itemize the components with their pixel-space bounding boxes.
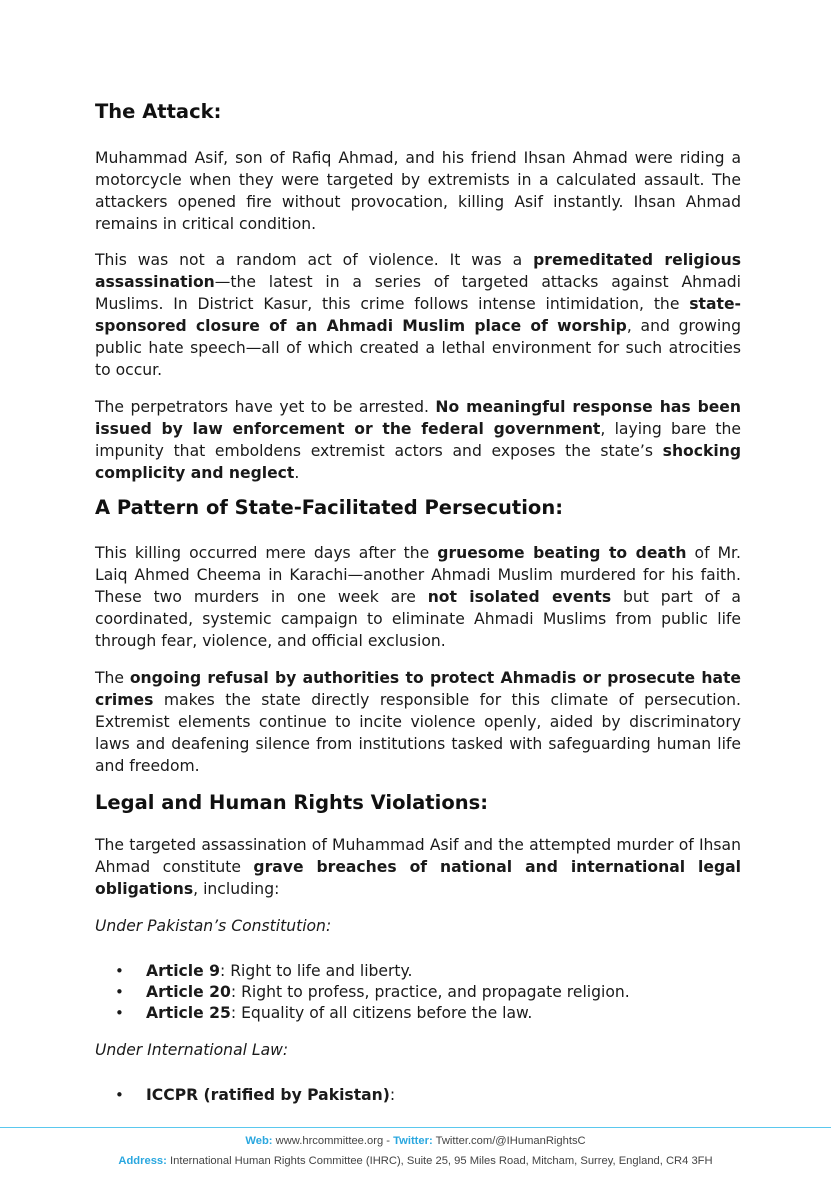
treaty-label: ICCPR (ratified by Pakistan) [146, 1086, 390, 1104]
attack-paragraph-1: Muhammad Asif, son of Rafiq Ahmad, and his friend Ihsan Ahmad were riding a motorcycle when they were targeted by extremists in a calculated assault. The attackers opened fire without provocation, killing Asif instantly. Ihsan Ahmad remains in critical condition. [95, 149, 741, 233]
attack-paragraph-3: The perpetrators have yet to be arrested. No meaningful response has been issued by law enforcement or the federal government, laying bare the impunity that emboldens extremist actors and exposes the state’s shocking complicity and neglect. [95, 398, 742, 482]
bold-text: gruesome beating to death [437, 544, 687, 562]
footer-separator: - [383, 1135, 394, 1147]
article-label: Article 25 [146, 1004, 231, 1022]
bold-text: not isolated events [427, 588, 612, 606]
constitution-articles-list [115, 961, 630, 1024]
footer-address-line [0, 1155, 831, 1167]
attack-paragraph-2: This was not a random act of violence. It was a premeditated religious assassination—the latest in a series of targeted attacks against Ahmadi Muslims. In District Kasur, this crime follows intense intimidation, the state-sponsored closure of an Ahmadi Muslim place of worship, and growing public hate speech—all of which created a lethal environment for such atrocities to occur. [95, 251, 741, 379]
bold-text: state-sponsored closure of an Ahmadi Muslim place of worship [95, 295, 741, 335]
section-title-pattern: A Pattern of State-Facilitated Persecution: [95, 496, 564, 519]
list-item: • ICCPR (ratified by Pakistan): [115, 1085, 395, 1106]
web-link[interactable]: www.hrcommittee.org [275, 1135, 384, 1147]
web-label: Web: [245, 1135, 273, 1147]
constitution-heading: Under Pakistan’s Constitution: [95, 917, 332, 935]
list-item: • Article 20: Right to profess, practice, and propagate religion. [115, 982, 630, 1003]
address-label: Address: [118, 1155, 167, 1167]
footer-divider [0, 1127, 831, 1128]
bold-text: No meaningful response has been issued by law enforcement or the federal government [95, 398, 741, 438]
section-title-legal: Legal and Human Rights Violations: [95, 791, 488, 814]
twitter-link[interactable]: Twitter.com/@IHumanRightsC [435, 1135, 586, 1147]
twitter-label: Twitter: [393, 1135, 433, 1147]
pattern-paragraph-2: The ongoing refusal by authorities to protect Ahmadis or prosecute hate crimes makes the state directly responsible for this climate of persecution. Extremist elements continue to incite violence openly, aided by discriminatory laws and deafening silence from institutions tasked with safeguarding human life and freedom. [95, 669, 741, 775]
pattern-paragraph-1: This killing occurred mere days after the gruesome beating to death of Mr. Laiq Ahmed Cheema in Karachi—another Ahmadi Muslim murdered for his faith. These two murders in one week are not isolated events but part of a coordinated, systemic campaign to eliminate Ahmadi Muslims from public life through fear, violence, and official exclusion. [95, 544, 741, 650]
footer-web-line [0, 1135, 831, 1147]
international-law-list [115, 1085, 395, 1106]
list-item: • Article 9: Right to life and liberty. [115, 961, 630, 982]
bold-text: grave breaches of national and international legal obligations [95, 858, 741, 898]
list-item: • Article 25: Equality of all citizens before the law. [115, 1003, 630, 1024]
bold-text: ongoing refusal by authorities to protect Ahmadis or prosecute hate crimes [95, 669, 741, 709]
bold-text: premeditated religious assassination [95, 251, 741, 291]
international-heading: Under International Law: [95, 1041, 289, 1059]
article-label: Article 9 [146, 962, 221, 980]
article-label: Article 20 [146, 983, 231, 1001]
section-title-attack: The Attack: [95, 100, 222, 123]
address-text: International Human Rights Committee (IHRC), Suite 25, 95 Miles Road, Mitcham, Surrey, England, CR4 3FH [170, 1155, 713, 1167]
legal-paragraph-1: The targeted assassination of Muhammad Asif and the attempted murder of Ihsan Ahmad constitute grave breaches of national and international legal obligations, including: [95, 836, 741, 898]
bold-text: shocking complicity and neglect [95, 442, 741, 482]
